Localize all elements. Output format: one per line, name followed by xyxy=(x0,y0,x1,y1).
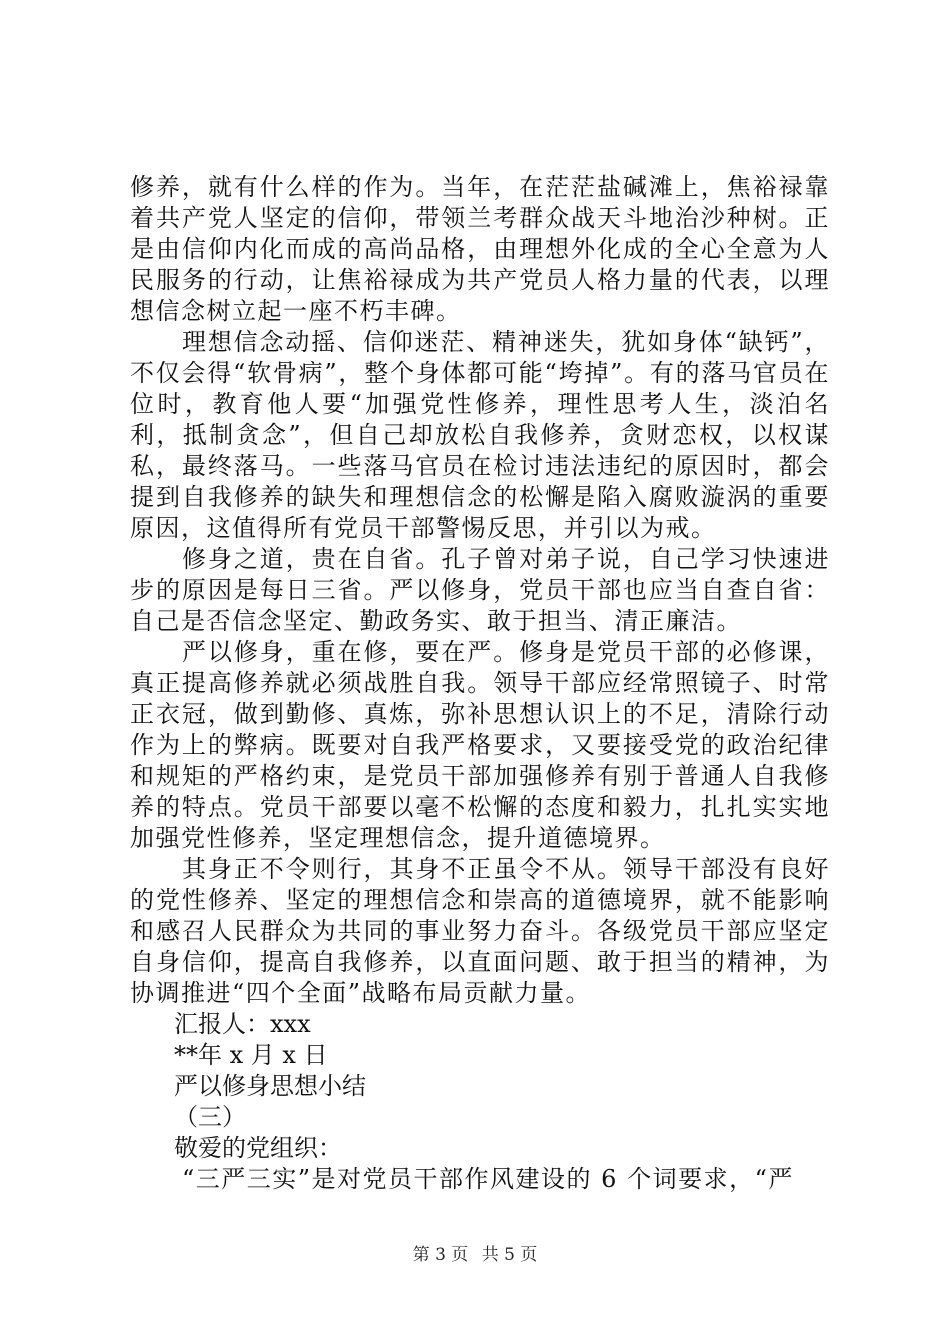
paragraph-1: 修养，就有什么样的作为。当年，在茫茫盐碱滩上，焦裕禄靠着共产党人坚定的信仰，带领兰考群众战天斗地治沙种树。正是由信仰内化而成的高尚品格，由理想外化成的全心全意为人民服务的行动，让焦裕禄成为共产党员人格力量的代表，以理想信念树立起一座不朽丰碑。 xyxy=(130,173,830,325)
paragraph-3: 修身之道，贵在自省。孔子曾对弟子说，自己学习快速进步的原因是每日三省。严以修身，党员干部也应当自查自省：自己是否信念坚定、勤政务实、敢于担当、清正廉洁。 xyxy=(130,545,830,635)
next-section-number: （三） xyxy=(174,1103,246,1131)
salutation: 敬爱的党组织： xyxy=(174,1134,342,1162)
paragraph-5: 其身正不令则行，其身不正虽令不从。领导干部没有良好的党性修养、坚定的理想信念和崇高的道德境界，就不能影响和感召人民群众为共同的事业努力奋斗。各级党员干部应坚定自身信仰，提高自我修养，以直面问题、敢于担当的精神，为协调推进“四个全面”战略布局贡献力量。 xyxy=(130,855,830,1007)
page-footer xyxy=(0,1244,950,1266)
document-body xyxy=(130,172,830,1195)
next-section-title: 严以修身思想小结 xyxy=(174,1072,366,1100)
page-total: 共 5 页 xyxy=(481,1245,538,1265)
paragraph-6: “三严三实”是对党员干部作风建设的 6 个词要求，“严 xyxy=(182,1165,794,1193)
reporter-line: 汇报人：xxx xyxy=(174,1010,311,1038)
date-line: **年 x 月 x 日 xyxy=(174,1041,328,1069)
paragraph-4: 严以修身，重在修，要在严。修身是党员干部的必修课，真正提高修养就必须战胜自我。领导干部应经常照镜子、时常正衣冠，做到勤修、真炼，弥补思想认识上的不足，清除行动作为上的弊病。既要对自我严格要求，又要接受党的政治纪律和规矩的严格约束，是党员干部加强修养有别于普通人自我修养的特点。党员干部要以毫不松懈的态度和毅力，扎扎实实地加强党性修养，坚定理想信念，提升道德境界。 xyxy=(130,638,830,852)
paragraph-2: 理想信念动摇、信仰迷茫、精神迷失，犹如身体“缺钙”，不仅会得“软骨病”，整个身体都可能“垮掉”。有的落马官员在位时，教育他人要“加强党性修养，理性思考人生，淡泊名利，抵制贪念”，但自己却放松自我修养，贪财恋权，以权谋私，最终落马。一些落马官员在检讨违法违纪的原因时，都会提到自我修养的缺失和理想信念的松懈是陷入腐败漩涡的重要原因，这值得所有党员干部警惕反思，并引以为戒。 xyxy=(130,328,830,542)
page-number: 第 3 页 xyxy=(412,1245,469,1265)
